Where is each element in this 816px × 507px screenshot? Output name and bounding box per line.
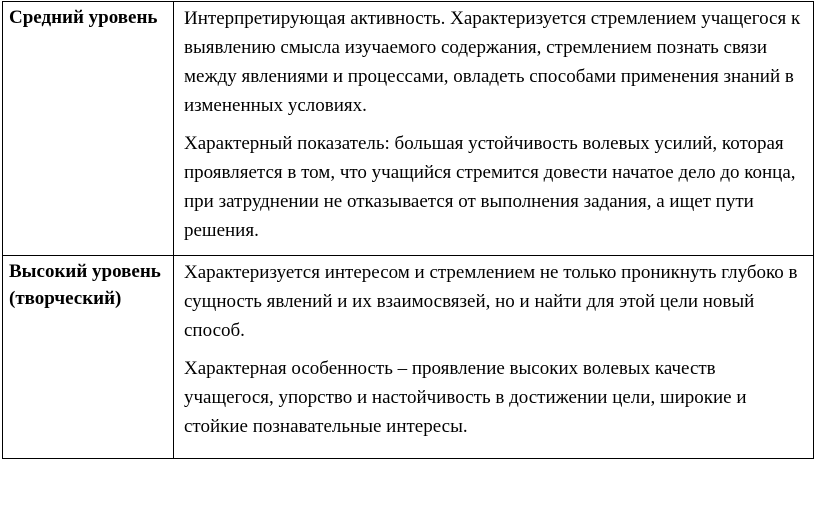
level-cell — [3, 256, 174, 459]
table-row-medium-level — [3, 2, 814, 256]
level-cell — [3, 2, 174, 256]
description-paragraph: Интерпретирующая активность. Характеризуется стремлением учащегося к выявлению смысла изучаемого содержания, стремлением познать связи между явлениями и процессами, овладеть способами применения знаний в измененных условиях. — [184, 8, 801, 116]
description-cell — [174, 2, 814, 256]
indicator-paragraph: Характерный показатель: большая устойчивость волевых усилий, которая проявляется в том, что учащийся стремится довести начатое дело до конца, при затруднении не отказывается от выполнения задания, а ищет пути решения. — [184, 133, 796, 241]
description-paragraph: Характеризуется интересом и стремлением не только проникнуть глубоко в сущность явлений и их взаимосвязей, но и найти для этой цели новый способ. — [184, 262, 798, 341]
feature-paragraph: Характерная особенность – проявление высоких волевых качеств учащегося, упорство и настойчивость в достижении цели, широкие и стойкие познавательные интересы. — [184, 358, 747, 437]
table-row-high-level — [3, 256, 814, 459]
level-name: Высокий уровень (творческий) — [9, 261, 161, 309]
description-cell — [174, 256, 814, 459]
level-name: Средний уровень — [9, 7, 158, 28]
activity-levels-table — [2, 1, 814, 459]
